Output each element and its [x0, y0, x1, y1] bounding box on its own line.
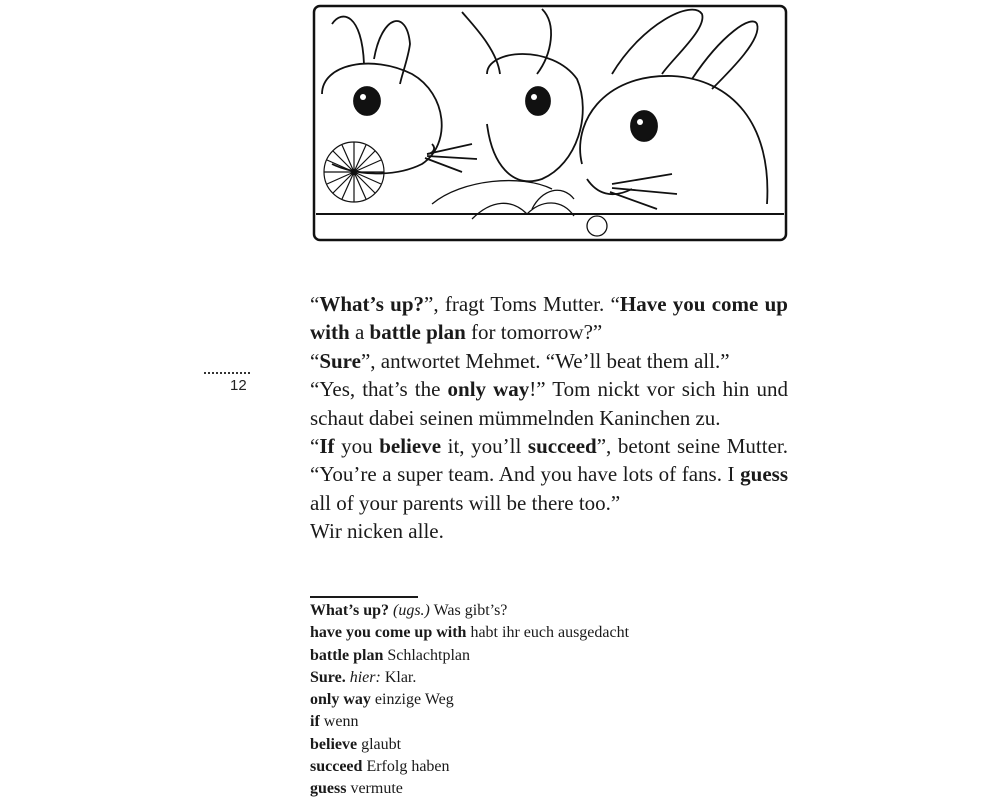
text-run: “: [310, 348, 320, 373]
vocab-highlight: Have you come up with: [310, 292, 788, 345]
text-run: Wir nicken alle.: [310, 519, 444, 544]
vocabulary-entry: [310, 711, 629, 733]
vocabulary-meaning: glaubt: [361, 735, 402, 753]
vocabulary-entry: [310, 734, 629, 756]
vocabulary-note: hier:: [349, 668, 381, 686]
text-run: ”, fragt Toms Mutter. “: [424, 292, 620, 316]
vocabulary-meaning: Schlachtplan: [387, 646, 470, 664]
vocabulary-note: (ugs.): [392, 602, 430, 619]
vocabulary-entry: [310, 667, 629, 689]
paragraph: [310, 347, 788, 375]
vocabulary-entry: [310, 645, 629, 667]
vocabulary-term: Sure.: [310, 668, 346, 686]
text-run: !” Tom nickt vor sich hin und schaut dabei seinen mümmelnden Kaninchen zu.: [310, 377, 789, 430]
text-run: all of your parents will be there too.”: [310, 490, 621, 515]
text-run: ”, betont seine Mutter. “You’re a super team. And you have lots of fans. I: [310, 434, 788, 487]
vocabulary-entry: [310, 689, 629, 711]
vocab-highlight: If: [319, 434, 335, 459]
page-number: 12: [230, 377, 247, 394]
vocabulary-term: succeed: [310, 758, 363, 776]
text-run: ”, antwortet Mehmet. “We’ll beat them all.”: [360, 348, 730, 373]
vocabulary-meaning: Was gibt’s?: [433, 602, 508, 619]
paragraph: [310, 517, 788, 545]
text-run: “: [310, 434, 320, 459]
vocab-highlight: believe: [379, 434, 442, 459]
vocabulary-entry: [310, 622, 629, 644]
rabbits-illustration: [312, 4, 788, 242]
vocabulary-meaning: vermute: [350, 780, 403, 798]
vocab-highlight: only way: [447, 377, 530, 402]
vocabulary-entry: [310, 778, 629, 800]
vocabulary-meaning: Erfolg haben: [366, 758, 450, 776]
text-run: for tomorrow?”: [465, 320, 603, 345]
vocabulary-meaning: wenn: [323, 713, 359, 731]
page-number-dots: [204, 372, 250, 376]
vocab-highlight: Sure: [319, 348, 361, 373]
vocabulary-term: What’s up?: [310, 602, 389, 619]
text-run: you: [334, 434, 380, 459]
vocabulary-divider: [310, 596, 418, 598]
vocabulary-term: only way: [310, 691, 371, 709]
text-run: it, you’ll: [441, 434, 528, 459]
paragraph: [310, 375, 788, 432]
story-text: [310, 290, 788, 546]
vocabulary-term: guess: [310, 780, 347, 798]
vocabulary-meaning: Klar.: [384, 668, 417, 686]
paragraph: [310, 432, 788, 517]
vocabulary-term: if: [310, 713, 320, 731]
vocab-highlight: battle plan: [369, 320, 466, 345]
vocabulary-meaning: einzige Weg: [374, 691, 454, 709]
vocabulary-entry: [310, 756, 629, 778]
dandelion: [324, 142, 384, 202]
vocabulary-list: [310, 600, 629, 801]
text-run: a: [349, 320, 370, 345]
vocabulary-term: have you come up with: [310, 624, 467, 642]
vocabulary-entry: [310, 600, 629, 622]
vocabulary-meaning: habt ihr euch ausgedacht: [470, 624, 630, 642]
paragraph: [310, 290, 788, 347]
vocabulary-term: battle plan: [310, 646, 384, 664]
text-run: “Yes, that’s the: [310, 377, 448, 402]
vocab-highlight: What’s up?: [319, 292, 425, 316]
vocabulary-term: believe: [310, 735, 358, 753]
text-run: “: [310, 292, 320, 316]
vocab-highlight: succeed: [527, 434, 597, 459]
vocab-highlight: guess: [740, 462, 788, 487]
